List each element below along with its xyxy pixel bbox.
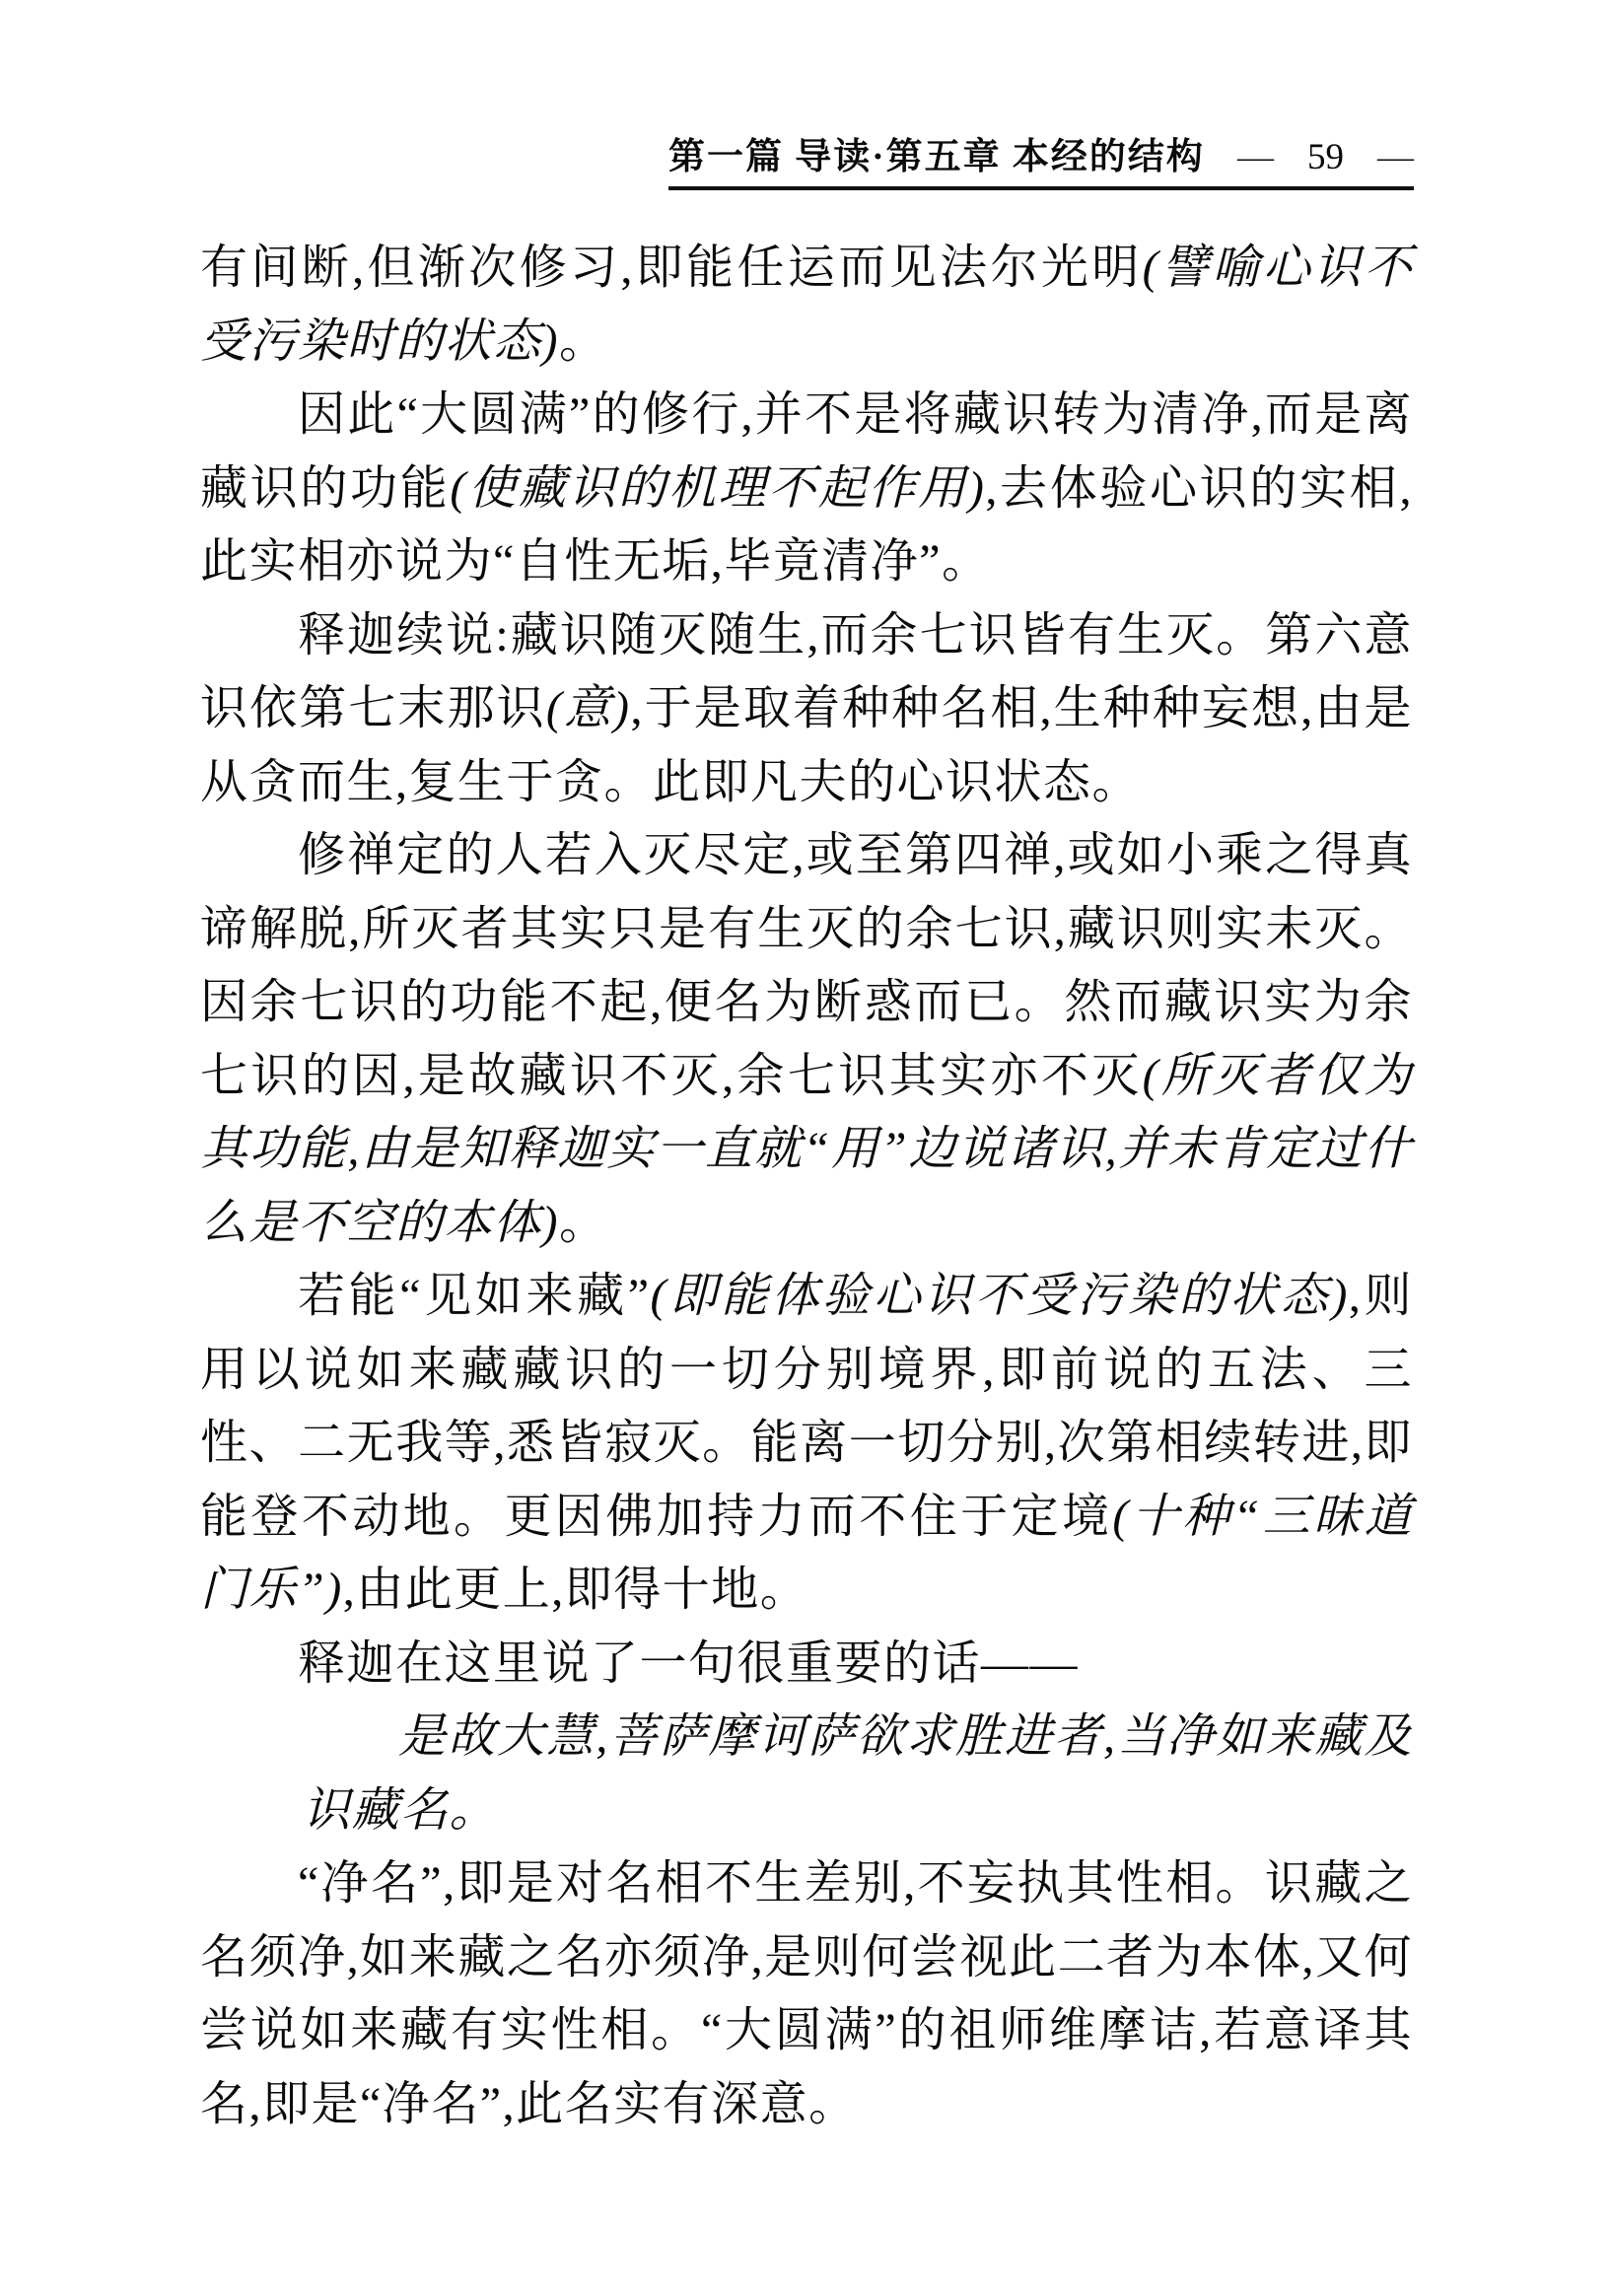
body-text-segment: 若能“见如来藏” [298,1270,651,1322]
page-number-group [1237,138,1414,177]
paragraph-4 [200,819,1413,1260]
paragraph-2 [200,379,1413,599]
body-text-segment: ,去体验心识的实相,此实相亦说为“自性无垢,毕竟清净”。 [200,461,1413,588]
body-text-segment: 释迦续说:藏识随灭随生,而余七识皆有生灭。第六意识依第七末那识 [200,608,1413,734]
kaiti-annotation-text: (即能体验心识不受污染的状态) [650,1270,1349,1322]
body-text-segment: ,由此更上,即得十地。 [342,1564,809,1616]
sutra-quote-paragraph [303,1701,1413,1847]
body-text-segment: 。 [559,1196,608,1249]
body-text-segment: ,则用以说如来藏藏识的一切分别境界,即前说的五法、三性、二无我等,悉皆寂灭。能离一切分别,次第相续转进,即能登不动地。更因佛加持力而不住于定境 [200,1270,1413,1543]
body-text-segment: 释迦在这里说了一句很重要的话—— [298,1636,1080,1690]
page-number: 59 [1307,137,1344,177]
page-body [200,232,1413,2141]
body-text-segment: 有间断,但渐次修习,即能任运而见法尔光明 [200,242,1143,294]
kaiti-annotation-text: 是故大慧,菩萨摩诃萨欲求胜进者,当净如来藏及识藏名。 [303,1710,1413,1837]
paragraph-5 [200,1260,1413,1628]
running-header-row [668,138,1414,177]
body-text-segment: 修禅定的人若入灭尽定,或至第四禅,或如小乘之得真谛解脱,所灭者其实只是有生灭的余七识,藏识则实未灭。因余七识的功能不起,便名为断惑而已。然而藏识实为余七识的因,是故藏识不灭,余七识其实亦不灭 [200,829,1413,1102]
kaiti-annotation-text: (所灭者仅为其功能,由是知释迦实一直就“用”边说诸识,并未肯定过什么是不空的本体) [200,1049,1413,1249]
kaiti-annotation-text: (使藏识的机理不起作用) [450,461,986,515]
body-text-segment: ,于是取着种种名相,生种种妄想,由是从贪而生,复生于贪。此即凡夫的心识状态。 [200,682,1413,808]
kaiti-annotation-text: (譬喻心识不受污染时的状态) [200,242,1413,368]
kaiti-annotation-text: (十种“三昧道门乐”) [200,1490,1413,1616]
chapter-title: 第一篇 导读·第五章 本经的结构 [668,137,1205,177]
kaiti-annotation-text: (意) [545,682,631,734]
body-text-segment: 因此“大圆满”的修行,并不是将藏识转为清净,而是离藏识的功能 [200,388,1413,515]
body-text-segment: 。 [559,314,608,368]
page-number-dash-right: — [1377,141,1414,174]
paragraph-6 [200,1628,1413,1702]
paragraph-3 [200,599,1413,820]
paragraph-1 [200,232,1413,379]
running-header [668,138,1414,190]
paragraph-8 [200,1847,1413,2141]
body-text-segment: “净名”,即是对名相不生差别,不妄执其性相。识藏之名须净,如来藏之名亦须净,是则何尝视此二者为本体,又何尝说如来藏有实性相。“大圆满”的祖师维摩诘,若意译其名,即是“净名”,此名实有深意。 [200,1857,1413,2130]
page-number-dash-left: — [1237,141,1274,174]
